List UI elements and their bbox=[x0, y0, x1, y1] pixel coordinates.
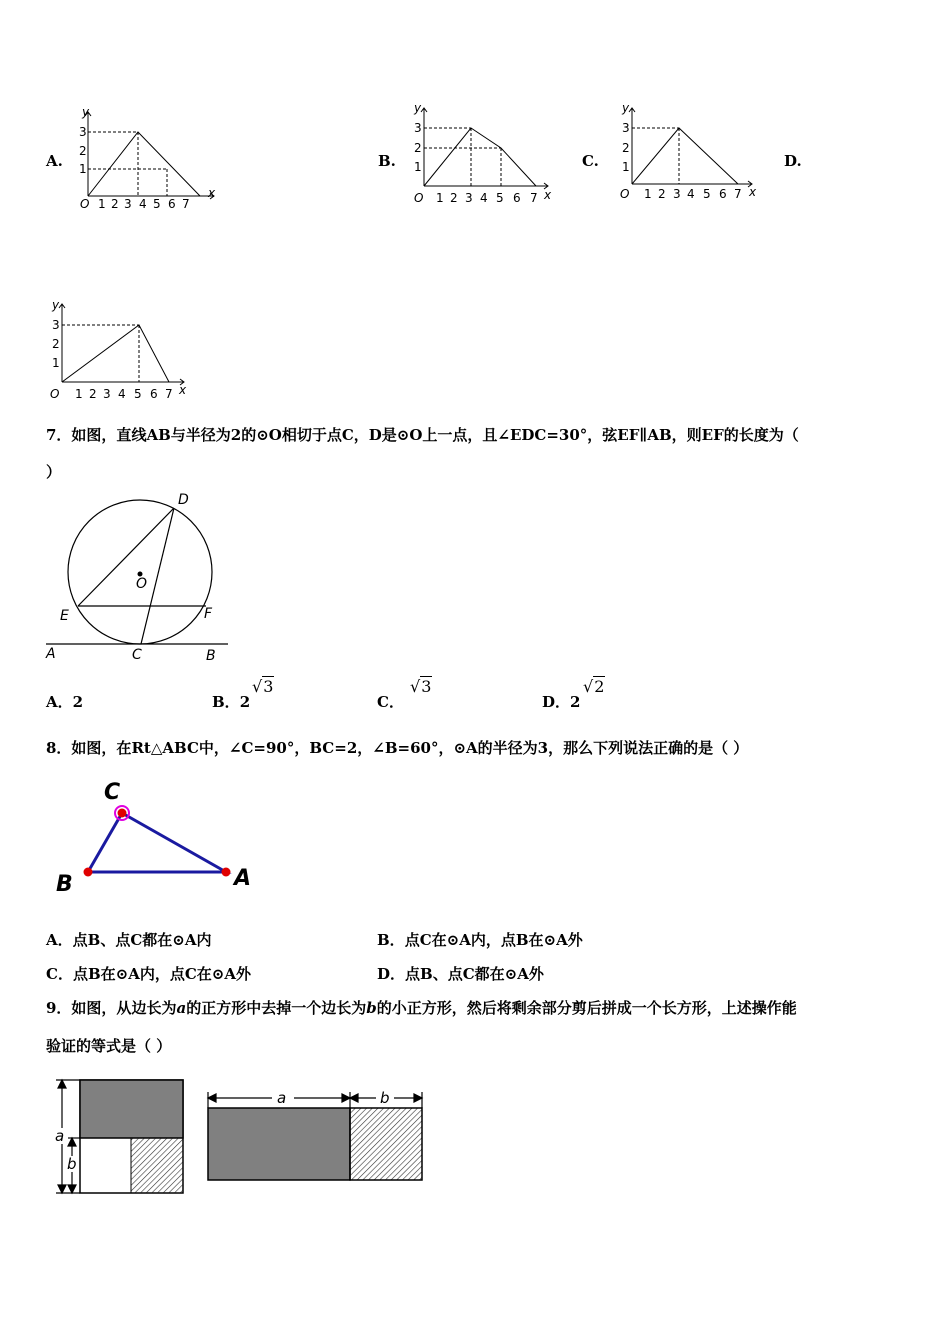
svg-text:O: O bbox=[620, 187, 630, 201]
svg-text:2: 2 bbox=[622, 141, 630, 155]
svg-text:O: O bbox=[414, 191, 424, 205]
svg-text:4: 4 bbox=[480, 191, 488, 205]
svg-text:2: 2 bbox=[450, 191, 458, 205]
svg-text:2: 2 bbox=[111, 197, 119, 210]
q7-option-a[interactable]: A．2 bbox=[46, 693, 84, 711]
q9-label-b-right: b bbox=[380, 1089, 390, 1107]
svg-text:5: 5 bbox=[496, 191, 504, 205]
graph-b bbox=[408, 98, 558, 210]
q7-label-o: O bbox=[136, 576, 148, 592]
q7-circle-figure bbox=[40, 486, 240, 666]
svg-text:O: O bbox=[50, 387, 60, 401]
q8-option-a[interactable]: A．点B、点C都在⊙A内 bbox=[46, 931, 212, 949]
svg-text:7: 7 bbox=[734, 187, 742, 201]
svg-text:x: x bbox=[544, 188, 552, 202]
svg-text:5: 5 bbox=[703, 187, 711, 201]
svg-text:4: 4 bbox=[118, 387, 126, 401]
q8-option-b[interactable]: B．点C在⊙A内，点B在⊙A外 bbox=[377, 931, 583, 949]
graph-c-y-axis-label: y bbox=[622, 101, 630, 115]
svg-text:7: 7 bbox=[530, 191, 538, 205]
q7-option-d[interactable]: D．2 bbox=[542, 693, 581, 711]
svg-text:3: 3 bbox=[52, 318, 60, 332]
svg-text:4: 4 bbox=[139, 197, 147, 210]
graph-b-y-axis-label: y bbox=[414, 101, 422, 115]
q8-label-c: C bbox=[104, 780, 121, 805]
option-d-label[interactable]: D. bbox=[784, 152, 802, 170]
svg-text:5: 5 bbox=[153, 197, 161, 210]
svg-text:x: x bbox=[179, 383, 187, 397]
q7-label-c: C bbox=[132, 647, 142, 663]
graph-d bbox=[44, 294, 194, 406]
svg-text:6: 6 bbox=[168, 197, 176, 210]
q7-label-a: A bbox=[46, 646, 56, 662]
q7-text-line2: ） bbox=[46, 463, 62, 481]
q8-option-c[interactable]: C．点B在⊙A内，点C在⊙A外 bbox=[46, 965, 251, 983]
q8-triangle-figure bbox=[50, 775, 270, 900]
svg-text:1: 1 bbox=[52, 356, 60, 370]
q7-label-b: B bbox=[206, 648, 216, 664]
svg-text:x: x bbox=[208, 186, 216, 200]
svg-text:2: 2 bbox=[658, 187, 666, 201]
svg-text:1: 1 bbox=[436, 191, 444, 205]
q9-label-a-left: a bbox=[55, 1127, 65, 1145]
svg-text:1: 1 bbox=[414, 160, 422, 174]
svg-text:2: 2 bbox=[414, 141, 422, 155]
q7-option-c-radical: √3 bbox=[410, 677, 432, 696]
svg-text:O: O bbox=[80, 197, 90, 210]
graph-a-y-axis-label: y bbox=[82, 105, 90, 119]
q8-label-b: B bbox=[56, 872, 73, 897]
svg-text:1: 1 bbox=[98, 197, 106, 210]
svg-text:1: 1 bbox=[75, 387, 83, 401]
svg-text:3: 3 bbox=[622, 121, 630, 135]
q9-text-line1: 9．如图，从边长为a的正方形中去掉一个边长为b的小正方形，然后将剩余部分剪后拼成一个长方形，上述操作能 bbox=[46, 999, 797, 1017]
q7-label-f: F bbox=[204, 606, 213, 622]
svg-text:2: 2 bbox=[89, 387, 97, 401]
svg-text:6: 6 bbox=[150, 387, 158, 401]
q8-text: 8．如图，在Rt△ABC中，∠C=90°，BC=2，∠B=60°，⊙A的半径为3，那么下列说法正确的是（ ） bbox=[46, 739, 749, 757]
svg-text:1: 1 bbox=[644, 187, 652, 201]
option-b-label[interactable]: B. bbox=[378, 152, 396, 170]
q8-label-a: A bbox=[234, 866, 252, 891]
svg-text:5: 5 bbox=[134, 387, 142, 401]
q9-label-b-left: b bbox=[67, 1155, 77, 1173]
graph-c bbox=[612, 98, 762, 210]
svg-text:7: 7 bbox=[182, 197, 190, 210]
svg-text:4: 4 bbox=[687, 187, 695, 201]
graph-d-y-axis-label: y bbox=[52, 298, 60, 312]
svg-text:3: 3 bbox=[465, 191, 473, 205]
graph-a bbox=[76, 100, 221, 210]
q7-option-b-radical: √3 bbox=[252, 677, 274, 696]
svg-text:3: 3 bbox=[414, 121, 422, 135]
q9-label-a-right: a bbox=[277, 1089, 287, 1107]
q8-option-d[interactable]: D．点B、点C都在⊙A外 bbox=[377, 965, 544, 983]
svg-text:6: 6 bbox=[513, 191, 521, 205]
q7-option-b[interactable]: B．2 bbox=[212, 693, 251, 711]
svg-text:1: 1 bbox=[622, 160, 630, 174]
option-a-label[interactable]: A. bbox=[46, 152, 63, 170]
q7-label-e: E bbox=[60, 608, 69, 624]
q7-label-d: D bbox=[178, 492, 189, 508]
q7-text-line1: 7．如图，直线AB与半径为2的⊙O相切于点C，D是⊙O上一点，且∠EDC=30°，弦EF∥AB，则EF的长度为（ bbox=[46, 426, 799, 444]
graph-a-tick-1: 1 bbox=[79, 162, 87, 176]
option-c-label[interactable]: C. bbox=[582, 152, 599, 170]
q9-squares-figure bbox=[48, 1070, 438, 1205]
q9-text-line2: 验证的等式是（ ） bbox=[46, 1037, 172, 1055]
graph-a-tick-3: 3 bbox=[79, 125, 87, 139]
svg-text:x: x bbox=[749, 185, 757, 199]
svg-text:2: 2 bbox=[52, 337, 60, 351]
svg-text:3: 3 bbox=[124, 197, 132, 210]
svg-text:6: 6 bbox=[719, 187, 727, 201]
q7-option-d-radical: √2 bbox=[583, 677, 605, 696]
q7-option-c[interactable]: C． bbox=[377, 693, 404, 711]
svg-text:3: 3 bbox=[673, 187, 681, 201]
graph-a-tick-2: 2 bbox=[79, 144, 87, 158]
svg-text:7: 7 bbox=[165, 387, 173, 401]
svg-text:3: 3 bbox=[103, 387, 111, 401]
